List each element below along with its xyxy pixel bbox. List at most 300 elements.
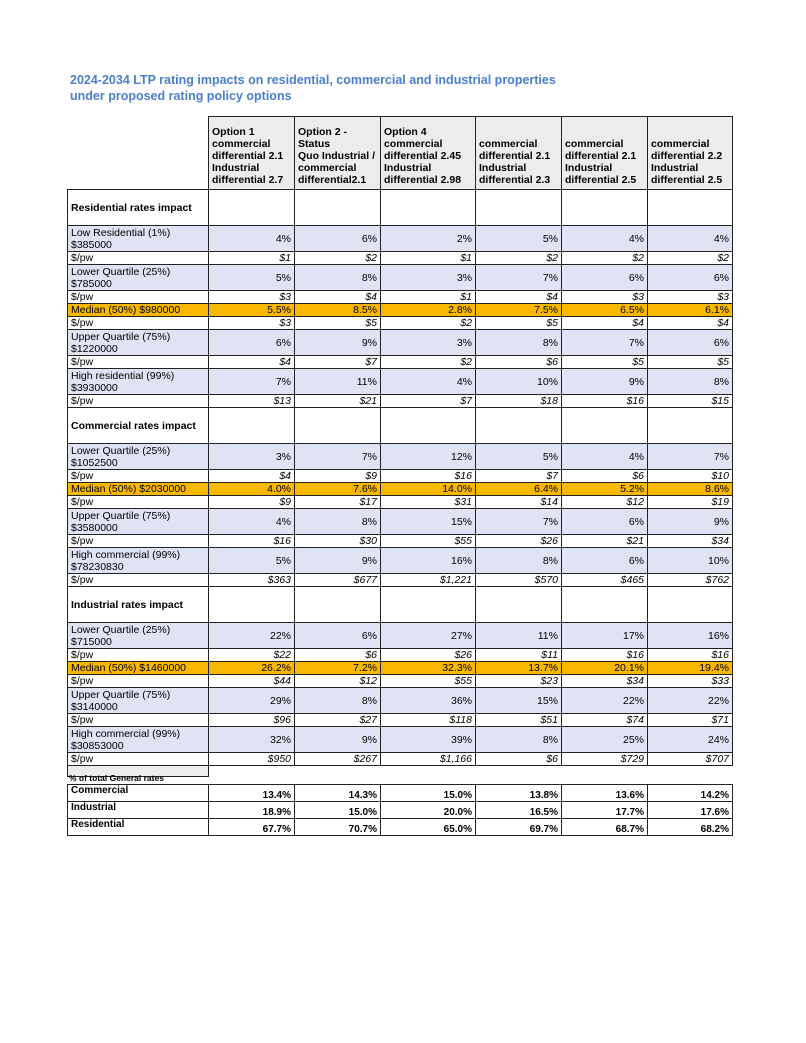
table-row	[68, 444, 733, 470]
option-header-text: Option 1	[212, 126, 255, 138]
value-cell: 7%	[476, 265, 562, 291]
value-cell: 4%	[562, 226, 648, 252]
table-row	[68, 226, 733, 252]
value-cell: 6%	[648, 330, 733, 356]
table-row	[68, 356, 733, 369]
value-cell: $19	[648, 496, 733, 509]
value-cell: $4	[209, 470, 295, 483]
option-header-text: differential 2.1	[565, 150, 637, 162]
option-header-text: Option 2 -Status	[298, 126, 347, 150]
value-cell: 4%	[209, 226, 295, 252]
value-cell: $707	[648, 753, 733, 766]
value-cell: 32.3%	[381, 662, 476, 675]
table-row	[68, 535, 733, 548]
table-row	[68, 317, 733, 330]
value-cell: 32%	[209, 727, 295, 753]
value-cell: 6.5%	[562, 304, 648, 317]
value-cell: 10%	[648, 548, 733, 574]
row-label	[68, 226, 209, 252]
general-rates-table	[67, 784, 733, 836]
general-rates-value: 17.7%	[562, 802, 648, 819]
table-row	[68, 662, 733, 675]
general-rates-value: 16.5%	[476, 802, 562, 819]
value-cell: $14	[476, 496, 562, 509]
value-cell: 9%	[295, 330, 381, 356]
value-cell: $16	[209, 535, 295, 548]
value-cell: 36%	[381, 688, 476, 714]
value-cell: 15%	[476, 688, 562, 714]
value-cell: 19.4%	[648, 662, 733, 675]
value-cell: 7.5%	[476, 304, 562, 317]
value-cell: 4.0%	[209, 483, 295, 496]
value-cell: 11%	[476, 623, 562, 649]
value-cell: 22%	[562, 688, 648, 714]
section-heading-cell	[381, 587, 476, 623]
general-rates-value: 69.7%	[476, 819, 562, 836]
report-title-line-2: under proposed rating policy options	[70, 89, 292, 103]
row-label	[68, 727, 209, 753]
value-cell: $2	[562, 252, 648, 265]
general-rates-row	[68, 785, 733, 802]
row-label	[68, 395, 209, 408]
value-cell: 3%	[381, 265, 476, 291]
option-header-text: differential 2.5	[651, 174, 723, 186]
value-cell: 16%	[648, 623, 733, 649]
value-cell: $2	[648, 252, 733, 265]
option-header-text: Quo Industrial /	[298, 150, 376, 162]
row-label-line: $/pw	[71, 574, 94, 586]
value-cell: $44	[209, 675, 295, 688]
value-cell: $6	[476, 753, 562, 766]
value-cell: 5.5%	[209, 304, 295, 317]
value-cell: 20.1%	[562, 662, 648, 675]
value-cell: 7%	[295, 444, 381, 470]
value-cell: $677	[295, 574, 381, 587]
row-label	[68, 574, 209, 587]
general-rates-row	[68, 819, 733, 836]
value-cell: $6	[295, 649, 381, 662]
value-cell: 6%	[648, 265, 733, 291]
value-cell: 5%	[476, 444, 562, 470]
value-cell: 6%	[562, 509, 648, 535]
option-header-text: Industrial	[479, 162, 527, 174]
row-label	[68, 317, 209, 330]
section-heading-cell	[648, 408, 733, 444]
general-rates-value: 68.7%	[562, 819, 648, 836]
value-cell: 24%	[648, 727, 733, 753]
option-header-text: differential 2.98	[384, 174, 462, 186]
row-label-line: $/pw	[71, 470, 94, 482]
value-cell: 2.8%	[381, 304, 476, 317]
row-label	[68, 675, 209, 688]
value-cell: $363	[209, 574, 295, 587]
row-label-line: $/pw	[71, 535, 94, 547]
value-cell: 2%	[381, 226, 476, 252]
rating-impacts-body	[68, 190, 733, 777]
value-cell: 22%	[209, 623, 295, 649]
row-label-line: $/pw	[71, 291, 94, 303]
row-label-line: Median (50%) $2030000	[71, 483, 186, 495]
row-label-line: Lower Quartile (25%)	[71, 265, 171, 278]
spacer-row	[68, 766, 733, 777]
value-cell: $6	[476, 356, 562, 369]
value-cell: $55	[381, 675, 476, 688]
value-cell: 39%	[381, 727, 476, 753]
section-heading-row	[68, 587, 733, 623]
section-heading-cell	[295, 587, 381, 623]
option-header-text: Industrial	[384, 162, 432, 174]
general-rates-row	[68, 802, 733, 819]
section-heading-cell	[295, 408, 381, 444]
value-cell: 27%	[381, 623, 476, 649]
section-heading-cell	[562, 587, 648, 623]
value-cell: $33	[648, 675, 733, 688]
option-header-text: Industrial	[565, 162, 613, 174]
option-header-text: differential 2.3	[479, 174, 551, 186]
row-label	[68, 356, 209, 369]
row-label-line: $785000	[71, 277, 112, 290]
row-label-line: Upper Quartile (75%)	[71, 330, 171, 343]
value-cell: 5%	[209, 548, 295, 574]
row-label-line: $715000	[71, 635, 112, 648]
option-header-text: commercial	[651, 138, 710, 150]
value-cell: $11	[476, 649, 562, 662]
value-cell: 11%	[295, 369, 381, 395]
option-header-text: commercial	[384, 138, 443, 150]
value-cell: 7%	[476, 509, 562, 535]
row-label-line: $/pw	[71, 714, 94, 726]
section-heading-cell	[476, 408, 562, 444]
row-label-line: High commercial (99%)	[71, 727, 181, 740]
table-row	[68, 675, 733, 688]
value-cell: 15%	[381, 509, 476, 535]
option-header-5	[562, 117, 648, 190]
row-label-line: Lower Quartile (25%)	[71, 623, 171, 636]
row-label-line: $30853000	[71, 739, 124, 752]
table-row	[68, 252, 733, 265]
value-cell: $71	[648, 714, 733, 727]
section-heading-cell	[209, 408, 295, 444]
row-label-line: $3580000	[71, 521, 118, 534]
value-cell: $15	[648, 395, 733, 408]
section-heading-cell	[562, 190, 648, 226]
value-cell: $570	[476, 574, 562, 587]
value-cell: 6%	[295, 623, 381, 649]
row-label	[68, 753, 209, 766]
value-cell: 6.1%	[648, 304, 733, 317]
value-cell: $2	[295, 252, 381, 265]
value-cell: 7%	[562, 330, 648, 356]
value-cell: $5	[648, 356, 733, 369]
value-cell: $762	[648, 574, 733, 587]
row-label-line: Low Residential (1%)	[71, 226, 171, 239]
value-cell: $22	[209, 649, 295, 662]
value-cell: 5.2%	[562, 483, 648, 496]
value-cell: 6%	[562, 548, 648, 574]
options-header-row	[68, 117, 733, 190]
option-header-text: Option 4	[384, 126, 427, 138]
value-cell: 8%	[648, 369, 733, 395]
value-cell: $1	[209, 252, 295, 265]
table-row	[68, 496, 733, 509]
option-header-2	[295, 117, 381, 190]
general-rates-value: 13.6%	[562, 785, 648, 802]
value-cell: 13.7%	[476, 662, 562, 675]
value-cell: $4	[562, 317, 648, 330]
value-cell: $21	[295, 395, 381, 408]
value-cell: $5	[476, 317, 562, 330]
value-cell: 9%	[295, 727, 381, 753]
general-rates-value: 68.2%	[648, 819, 733, 836]
value-cell: $34	[648, 535, 733, 548]
row-label-line: $/pw	[71, 395, 94, 407]
general-rates-value: 20.0%	[381, 802, 476, 819]
value-cell: $729	[562, 753, 648, 766]
value-cell: 29%	[209, 688, 295, 714]
value-cell: 8%	[476, 330, 562, 356]
row-label-line: $/pw	[71, 753, 94, 765]
value-cell: $3	[209, 317, 295, 330]
option-header-text: Industrial	[212, 162, 260, 174]
value-cell: $4	[648, 317, 733, 330]
section-heading: Commercial rates impact	[68, 408, 209, 444]
row-label	[68, 265, 209, 291]
table-row	[68, 291, 733, 304]
value-cell: $7	[295, 356, 381, 369]
table-row	[68, 753, 733, 766]
value-cell: 3%	[209, 444, 295, 470]
value-cell: 9%	[295, 548, 381, 574]
row-label	[68, 291, 209, 304]
table-row	[68, 649, 733, 662]
table-row	[68, 330, 733, 356]
value-cell: $1	[381, 291, 476, 304]
value-cell: 26.2%	[209, 662, 295, 675]
value-cell: 8%	[476, 548, 562, 574]
value-cell: 6.4%	[476, 483, 562, 496]
value-cell: $18	[476, 395, 562, 408]
general-rates-title: % of total General rates	[69, 773, 164, 783]
general-rates-label: Industrial	[68, 802, 209, 819]
value-cell: $3	[209, 291, 295, 304]
value-cell: 22%	[648, 688, 733, 714]
report-title	[70, 72, 556, 104]
table-row	[68, 509, 733, 535]
option-header-text: differential 2.1	[212, 150, 284, 162]
value-cell: 6%	[562, 265, 648, 291]
table-row	[68, 714, 733, 727]
value-cell: 25%	[562, 727, 648, 753]
value-cell: 4%	[381, 369, 476, 395]
value-cell: 7.6%	[295, 483, 381, 496]
value-cell: $16	[562, 649, 648, 662]
value-cell: $5	[562, 356, 648, 369]
value-cell: $30	[295, 535, 381, 548]
table-row	[68, 395, 733, 408]
general-rates-value: 13.4%	[209, 785, 295, 802]
option-header-3	[381, 117, 476, 190]
row-label	[68, 483, 209, 496]
row-label	[68, 688, 209, 714]
table-row	[68, 574, 733, 587]
option-header-text: commercial	[479, 138, 538, 150]
row-label-line: $3930000	[71, 381, 118, 394]
general-rates-body	[68, 785, 733, 836]
general-rates-value: 13.8%	[476, 785, 562, 802]
option-header-6	[648, 117, 733, 190]
value-cell: $26	[381, 649, 476, 662]
option-header-text: differential 2.45	[384, 150, 462, 162]
option-header-text: differential 2.7	[212, 174, 284, 186]
row-label-line: Upper Quartile (75%)	[71, 688, 171, 701]
section-heading-cell	[209, 190, 295, 226]
row-label	[68, 662, 209, 675]
value-cell: $55	[381, 535, 476, 548]
row-label-line: $78230830	[71, 560, 124, 573]
value-cell: $7	[381, 395, 476, 408]
value-cell: 6%	[295, 226, 381, 252]
table-row	[68, 265, 733, 291]
value-cell: 3%	[381, 330, 476, 356]
value-cell: $1,221	[381, 574, 476, 587]
value-cell: 9%	[562, 369, 648, 395]
row-label-line: $1052500	[71, 456, 118, 469]
value-cell: $10	[648, 470, 733, 483]
row-label	[68, 252, 209, 265]
value-cell: 9%	[648, 509, 733, 535]
section-heading: Industrial rates impact	[68, 587, 209, 623]
value-cell: 4%	[648, 226, 733, 252]
value-cell: $9	[295, 470, 381, 483]
table-row	[68, 304, 733, 317]
value-cell: $23	[476, 675, 562, 688]
value-cell: 8.6%	[648, 483, 733, 496]
row-label-line: $/pw	[71, 317, 94, 329]
value-cell: 17%	[562, 623, 648, 649]
row-label-line: Median (50%) $1460000	[71, 662, 186, 674]
value-cell: $465	[562, 574, 648, 587]
row-label	[68, 444, 209, 470]
row-label	[68, 304, 209, 317]
row-label	[68, 714, 209, 727]
value-cell: 8%	[295, 688, 381, 714]
option-header-text: differential 2.5	[565, 174, 637, 186]
value-cell: 12%	[381, 444, 476, 470]
row-label	[68, 509, 209, 535]
value-cell: 8%	[295, 509, 381, 535]
row-label	[68, 330, 209, 356]
section-heading-cell	[476, 190, 562, 226]
row-label-line: High commercial (99%)	[71, 548, 181, 561]
value-cell: $51	[476, 714, 562, 727]
row-label	[68, 623, 209, 649]
option-header-text: commercial	[298, 162, 357, 174]
value-cell: $6	[562, 470, 648, 483]
section-heading-cell	[476, 587, 562, 623]
general-rates-value: 67.7%	[209, 819, 295, 836]
value-cell: $34	[562, 675, 648, 688]
value-cell: $267	[295, 753, 381, 766]
value-cell: $950	[209, 753, 295, 766]
option-header-4	[476, 117, 562, 190]
value-cell: $3	[648, 291, 733, 304]
section-heading-cell	[381, 408, 476, 444]
value-cell: 7.2%	[295, 662, 381, 675]
general-rates-value: 14.2%	[648, 785, 733, 802]
general-rates-value: 15.0%	[381, 785, 476, 802]
table-row	[68, 623, 733, 649]
value-cell: 10%	[476, 369, 562, 395]
value-cell: $2	[381, 317, 476, 330]
value-cell: 7%	[209, 369, 295, 395]
row-label	[68, 548, 209, 574]
row-label-line: $/pw	[71, 356, 94, 368]
row-label	[68, 470, 209, 483]
value-cell: $3	[562, 291, 648, 304]
value-cell: $21	[562, 535, 648, 548]
value-cell: 8%	[295, 265, 381, 291]
report-title-line-1: 2024-2034 LTP rating impacts on residential, commercial and industrial properties	[70, 73, 556, 87]
row-label-line: Median (50%) $980000	[71, 304, 181, 316]
value-cell: $12	[295, 675, 381, 688]
value-cell: $31	[381, 496, 476, 509]
value-cell: $2	[476, 252, 562, 265]
value-cell: $7	[476, 470, 562, 483]
value-cell: 5%	[209, 265, 295, 291]
value-cell: 6%	[209, 330, 295, 356]
general-rates-value: 17.6%	[648, 802, 733, 819]
section-heading: Residential rates impact	[68, 190, 209, 226]
option-header-text: Industrial	[651, 162, 699, 174]
general-rates-label: Residential	[68, 819, 209, 836]
value-cell: $16	[562, 395, 648, 408]
section-heading-cell	[648, 587, 733, 623]
row-label-line: Upper Quartile (75%)	[71, 509, 171, 522]
value-cell: $96	[209, 714, 295, 727]
value-cell: 4%	[209, 509, 295, 535]
section-heading-cell	[562, 408, 648, 444]
general-rates-value: 18.9%	[209, 802, 295, 819]
value-cell: $27	[295, 714, 381, 727]
value-cell: 4%	[562, 444, 648, 470]
table-row	[68, 369, 733, 395]
value-cell: $4	[476, 291, 562, 304]
option-header-text: commercial	[212, 138, 271, 150]
section-heading-cell	[295, 190, 381, 226]
option-header-1	[209, 117, 295, 190]
table-row	[68, 483, 733, 496]
section-heading-row	[68, 408, 733, 444]
row-label-line: High residential (99%)	[71, 369, 175, 382]
option-header-text: commercial	[565, 138, 624, 150]
general-rates-value: 15.0%	[295, 802, 381, 819]
table-row	[68, 727, 733, 753]
row-label	[68, 496, 209, 509]
general-rates-value: 65.0%	[381, 819, 476, 836]
table-row	[68, 688, 733, 714]
table-row	[68, 548, 733, 574]
row-label-line: $1220000	[71, 342, 118, 355]
value-cell: $5	[295, 317, 381, 330]
value-cell: $4	[295, 291, 381, 304]
section-heading-cell	[648, 190, 733, 226]
value-cell: $17	[295, 496, 381, 509]
section-heading-cell	[381, 190, 476, 226]
general-rates-label: Commercial	[68, 785, 209, 802]
value-cell: $2	[381, 356, 476, 369]
section-heading-cell	[209, 587, 295, 623]
value-cell: $16	[381, 470, 476, 483]
